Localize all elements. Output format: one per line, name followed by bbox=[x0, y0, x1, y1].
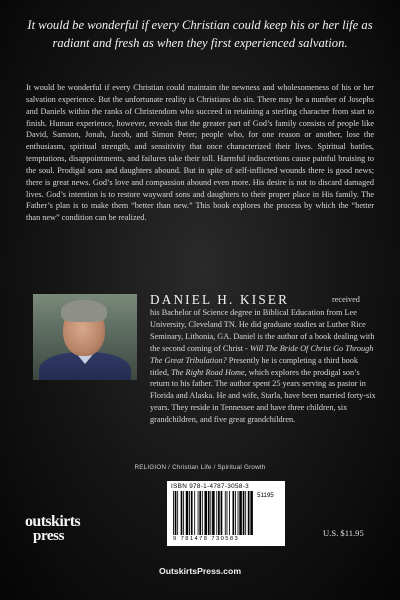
publisher-logo-line1: outskirts bbox=[25, 513, 81, 530]
barcode-bar bbox=[194, 491, 195, 535]
barcode-bar bbox=[175, 491, 177, 535]
barcode-bar bbox=[245, 491, 246, 535]
barcode-bar bbox=[177, 491, 178, 535]
barcode-bar bbox=[199, 491, 201, 535]
barcode-bar bbox=[248, 491, 250, 535]
barcode-bar bbox=[204, 491, 207, 535]
barcode-bar bbox=[212, 491, 215, 535]
barcode-bar bbox=[221, 491, 223, 535]
barcode-bar bbox=[225, 491, 226, 535]
barcode-bar bbox=[235, 491, 236, 535]
price-code: 51195 bbox=[257, 492, 274, 499]
tagline: It would be wonderful if every Christian could keep his or her life as radiant and fresh as when they first experienced salvation. bbox=[27, 18, 373, 50]
barcode-bar bbox=[183, 491, 184, 535]
author-bio bbox=[150, 307, 376, 426]
author-name: DANIEL H. KISER bbox=[150, 292, 290, 307]
barcode-bar bbox=[210, 491, 211, 535]
barcode-bar bbox=[216, 491, 217, 535]
author-received-word: received bbox=[332, 295, 360, 304]
barcode-bar bbox=[243, 491, 245, 535]
barcode-bar bbox=[191, 491, 193, 535]
author-book-title-2: The Right Road Home, bbox=[171, 367, 247, 377]
author-bio-mid: Presently he is completing a third book titled, bbox=[150, 355, 359, 377]
barcode-bar bbox=[198, 491, 199, 535]
barcode-bar bbox=[186, 491, 189, 535]
barcode-bar bbox=[250, 491, 253, 535]
price: U.S. $11.95 bbox=[323, 528, 364, 538]
category-line: RELIGION / Christian Life / Spiritual Growth bbox=[134, 464, 266, 471]
barcode-bar bbox=[202, 491, 203, 535]
barcode-bar bbox=[227, 491, 228, 535]
barcode-bar bbox=[233, 491, 235, 535]
barcode-bar bbox=[218, 491, 220, 535]
publisher-website: OutskirtsPress.com bbox=[158, 566, 242, 576]
barcode-bars bbox=[173, 491, 281, 535]
publisher-logo-line2: press bbox=[33, 528, 65, 544]
barcode-number: 9 781478 730583 bbox=[173, 536, 240, 542]
author-bio-side: his Bachelor of Science degree in Biblical Education from Lee University, Cleveland TN. He did graduate studies at Luther Rice Seminary, Lithonia, GA. Daniel is the author of a book dealing with the second coming of Christ - bbox=[150, 308, 375, 353]
barcode-bar bbox=[229, 491, 230, 535]
barcode bbox=[167, 481, 285, 546]
barcode-bar bbox=[208, 491, 210, 535]
author-photo bbox=[33, 294, 137, 380]
barcode-bar bbox=[239, 491, 242, 535]
author-hair bbox=[61, 300, 107, 322]
isbn-label: ISBN 978-1-4787-3058-3 bbox=[171, 483, 250, 490]
publisher-logo bbox=[25, 515, 80, 543]
barcode-bar bbox=[238, 491, 239, 535]
barcode-bar bbox=[189, 491, 190, 535]
book-description: It would be wonderful if every Christian could maintain the newness and wholesomeness of his or her salvation experience. But the unfortunate reality is Christians do sin. There may be a number of Josephs and Daniels within the ranks of Christendom who succeed in retaining a sterling character from start to finish. Human experience, however, reveals that the greater part of God’s family consists of people like David, Samson, Jonah, Jacob, and Simon Peter; people who, for one reason or another, lose the enthusiasm, spiritual strength, and sensitivity that once characterized their lives. Spiritual battles, temptations, disappointments, and failures take their toll. Harmful indiscretions cause painful bruising to the soul. Prodigal sons and daughters abound. But in spite of self-inflicted wounds there is good news; there is great news. God’s love and compassion abound even more. His desire is not to discard damaged lives. God’s intention is to restore wayward sons and daughters to their proper place in His family. The Father’s plan is to make them “better than new.” This book explores the process by which the “better than new” condition can be realized. bbox=[26, 83, 374, 223]
author-book-title-1: Will The Bride Of Christ Go Through The Great Tribulation? bbox=[150, 343, 374, 365]
barcode-bar bbox=[181, 491, 183, 535]
barcode-bar bbox=[173, 491, 174, 535]
author-bio-end: which explores the prodigal son’s return to his father. The author spent 25 years serving as pastor in Florida and Alaska. He and wife, Starla, have been married forty-six years. They reside in Tennessee and have three children, six grandchildren, and five great grandchildren. bbox=[150, 367, 376, 425]
